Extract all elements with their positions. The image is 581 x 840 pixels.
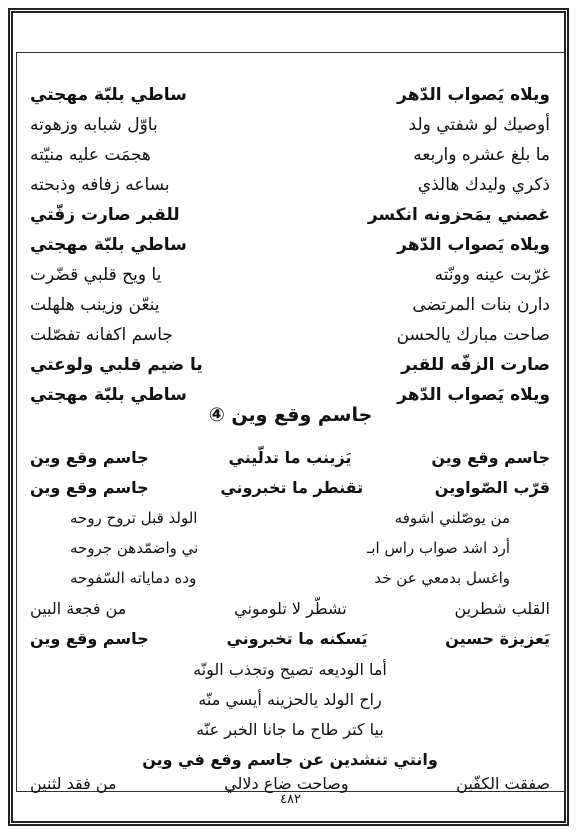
couplet-left: الولد قبل تروح روحه (70, 509, 198, 527)
couplet (70, 503, 510, 533)
triplet-left: من فقد لثنين (30, 773, 117, 793)
couplet-right: صارت الزفّه للقبر (401, 355, 550, 375)
couplet-right: ما بلغ عشره واربعه (413, 145, 550, 165)
couplet-left: ينعّن وزينب هلهلت (30, 295, 160, 315)
couplet-right: من يوصّلني اشوفه (394, 509, 510, 527)
couplet (30, 230, 550, 260)
triplet-left: من فجعة البين (30, 598, 127, 618)
couplet (30, 200, 550, 230)
couplet (30, 260, 550, 290)
triplet-right: القلب شطرين (454, 598, 550, 618)
couplet-left: ني واضمّدهن جروحه (70, 539, 199, 557)
couplet-left: جاسم اكفانه تفصّلت (30, 325, 173, 345)
couplet-right: أوصيك لو شفتي ولد (408, 115, 550, 135)
poem-title: جاسم وقع وين ④ (208, 404, 373, 426)
triplet-right: صفقت الكفّين (456, 773, 550, 793)
couplet (30, 170, 550, 200)
triplet-middle: يَسكنه ما تخبروني (226, 628, 368, 648)
triplet-left: جاسم وقع وين (30, 447, 149, 467)
couplet-left: للقبر صارت زفّتي (30, 205, 180, 225)
couplet-left: وده دماياته السّفوحه (70, 569, 197, 587)
couplet-right: أرد اشد صواب راس ابـ (366, 539, 510, 557)
couplet (30, 80, 550, 110)
couplet-left: باوّل شبابه وزهوته (30, 115, 158, 135)
couplet-left: يا ضيم قلبي ولوعتي (30, 355, 203, 375)
couplet (30, 290, 550, 320)
couplet (70, 533, 510, 563)
couplet-right: ويلاه يَصواب الدّهر (397, 235, 550, 255)
triplet-left: جاسم وقع وين (30, 628, 149, 648)
page-number: ٤٨٢ (280, 792, 301, 807)
couplet (30, 110, 550, 140)
triplet-right: يَعزيزة حسين (445, 628, 550, 648)
triplet (30, 623, 550, 653)
couplet-right: ذكري وليدك هالذي (417, 175, 550, 195)
couplet-right: واغسل بدمعي عن خد (374, 569, 510, 587)
verse-line: أما الوديعه تصيح وتجذب الونّه (193, 660, 387, 679)
couplet-left: بساعه زفافه وذبحته (30, 175, 170, 195)
triplet-middle: تشطّر لا تلوموني (234, 598, 347, 618)
couplet (30, 350, 550, 380)
couplet-right: غصني يمَحزونه انكسر (367, 205, 550, 225)
couplet-right: دارن بنات المرتضى (412, 295, 550, 315)
couplet-right: ويلاه يَصواب الدّهر (397, 385, 550, 405)
triplet-right: قرّب الصّواوين (434, 477, 550, 497)
couplet-right: صاحت مبارك يالحسن (396, 325, 550, 345)
triplet-middle: تقنطر ما تخبروني (220, 477, 364, 497)
couplet-right: غرّبت عينه وونّته (434, 265, 550, 285)
couplet (30, 320, 550, 350)
couplet-left: ساطي بلبّة مهجتي (30, 85, 187, 105)
couplet-right: ويلاه يَصواب الدّهر (397, 85, 550, 105)
couplet-left: هجمَت عليه منيّته (30, 145, 151, 165)
verse-line: بيا كتر طاح ما جانا الخبر عنّه (196, 720, 384, 739)
verse-line: وانتي تنشدين عن جاسم وقع في وين (142, 750, 438, 769)
couplet (30, 140, 550, 170)
triplet-right: جاسم وقع وين (431, 447, 550, 467)
couplet-left: ساطي بلبّة مهجتي (30, 385, 187, 405)
triplet (30, 442, 550, 472)
verse-line: راح الولد يالحزينه أيسي منّه (198, 690, 382, 709)
triplet-left: جاسم وقع وين (30, 477, 149, 497)
couplet (70, 563, 510, 593)
triplet-middle: وصاحت ضاع دلالي (224, 773, 349, 793)
couplet-left: يا ويح قلبي قضّرت (30, 265, 162, 285)
triplet (30, 472, 550, 502)
couplet-left: ساطي بلبّة مهجتي (30, 235, 187, 255)
triplet-middle: يَزينب ما تدلّيني (228, 447, 352, 467)
triplet (30, 593, 550, 623)
